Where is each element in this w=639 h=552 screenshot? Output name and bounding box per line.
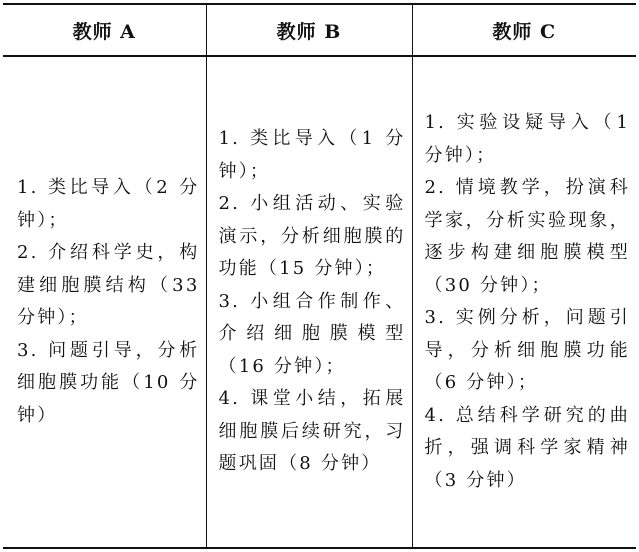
teacher-b-step-3: 3. 小组合作制作、介绍细胞膜模型（16 分钟）；	[218, 290, 406, 377]
teacher-b-step-2: 2. 小组活动、实验演示，分析细胞膜的功能（15 分钟）；	[218, 193, 406, 280]
body-row	[3, 56, 636, 548]
header-teacher-a: 教师 A	[3, 4, 206, 56]
header-teacher-c: 教师 C	[412, 4, 636, 56]
teacher-a-step-1: 1. 类比导入（2 分钟）；	[17, 177, 200, 231]
teacher-c-cell	[412, 56, 636, 548]
header-teacher-b: 教师 B	[206, 4, 412, 56]
lesson-comparison-table	[3, 3, 636, 549]
teacher-c-step-1: 1. 实验设疑导入（1 分钟）；	[424, 112, 630, 166]
header-row	[3, 4, 636, 56]
teacher-b-step-4: 4. 课堂小结，拓展细胞膜后续研究，习题巩固（8 分钟）	[218, 388, 406, 475]
teacher-c-step-2: 2. 情境教学，扮演科学家，分析实验现象，逐步构建细胞膜模型（30 分钟）；	[424, 177, 630, 296]
teacher-a-step-3: 3. 问题引导，分析细胞膜功能（10 分钟）	[17, 339, 200, 426]
teacher-c-step-3: 3. 实例分析，问题引导，分析细胞膜功能（6 分钟）；	[424, 307, 630, 393]
teacher-b-step-1: 1. 类比导入（1 分钟）；	[218, 128, 406, 182]
teacher-a-cell	[3, 56, 206, 548]
teacher-b-cell	[206, 56, 412, 548]
teacher-c-step-4: 4. 总结科学研究的曲折，强调科学家精神（3 分钟）	[424, 404, 630, 491]
teacher-a-step-2: 2. 介绍科学史，构建细胞膜结构（33 分钟）；	[17, 242, 200, 328]
